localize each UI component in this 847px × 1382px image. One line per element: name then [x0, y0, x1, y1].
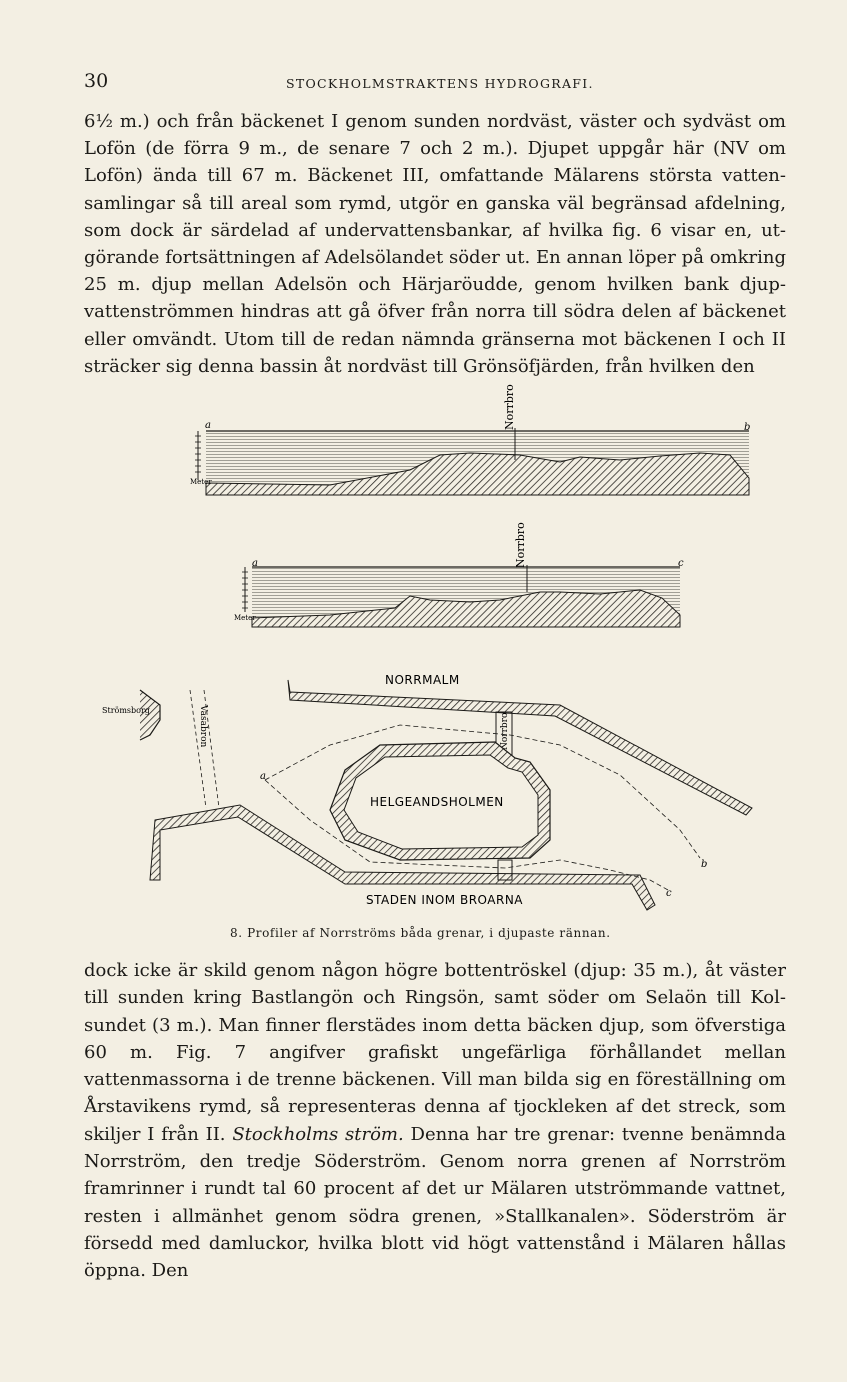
- profile-2-label-c: c: [678, 558, 684, 569]
- norrbro-label: Norrbro: [500, 712, 510, 750]
- profile-2-norrbro-label: Norrbro: [514, 522, 527, 568]
- helgeandsholmen-label: HELGEANDSHOLMEN: [370, 795, 504, 809]
- norrmalm-label: NORRMALM: [385, 673, 460, 687]
- paragraph-bottom: [84, 957, 786, 1285]
- stromsborg-islet: [140, 690, 160, 740]
- map-label-c: c: [666, 888, 672, 899]
- profile-1-scale-label: Meter: [190, 478, 212, 486]
- map-label-b: b: [701, 859, 708, 870]
- map: [102, 673, 752, 910]
- vasabron-label: Vasabron: [198, 705, 208, 748]
- paragraph-bottom-part-1: dock icke är skild genom någon högre bottentröskel (djup: 35 m.), åt väster till sunden kring Bastlangön och Ringsön, samt söder om Selaön till Kolsundet (3 m.). Man finner flerstädes inom detta bäcken djup, som öfverstiga 60 m. Fig. 7 angifver grafiskt ungefärliga förhållandet mellan vattenmassorna i de trenne bäckenen. Vill man bilda sig en föreställning om Årstavikens rymd, så representeras denna af tjockleken af det streck, som skiljer I från II.: [84, 960, 786, 1145]
- figure-caption: 8. Profiler af Norrströms båda grenar, i djupaste rännan.: [230, 926, 611, 940]
- running-title: STOCKHOLMSTRAKTENS HYDROGRAFI.: [286, 76, 594, 91]
- profile-2: [234, 522, 684, 627]
- profile-1-norrbro-label: Norrbro: [503, 384, 516, 430]
- profile-1-label-b: b: [744, 422, 751, 433]
- staden-label: STADEN INOM BROARNA: [366, 893, 524, 907]
- profile-1: [190, 384, 750, 495]
- map-label-a: a: [260, 771, 266, 782]
- paragraph-bottom-part-2: Denna har tre grenar: tvenne benämnda Norrström, den tredje Söderström. Genom norra grenen af Norrström framrinner i rundt tal 60 procent af det ur Mälaren utströmmande vattnet, resten i allmänhet genom södra grenen, »Stallkanalen». Söderström är försedd med damluckor, hvilka blott vid högt vattenstånd i Mälaren hållas öppna. Den: [84, 1123, 786, 1282]
- paragraph-top: 6½ m.) och från bäckenet I genom sunden nordväst, väster och sydväst om Lofön (de förra 9 m., de senare 7 och 2 m.). Djupet uppgår här (NV om Lofön) ända till 67 m. Bäckenet III, omfattande Mälarens största vattensamlingar så till areal som rymd, utgör en ganska väl begränsad afdelning, som dock är särdelad af undervattensbankar, af hvilka fig. 6 visar en, utgörande fortsättningen af Adelsölandet söder ut. En annan löper på omkring 25 m. djup mellan Adelsön och Härjaröudde, genom hvilken bank djupvattenströmmen hindras att gå öfver från norra till södra delen af bäckenet eller omvändt. Utom till de redan nämnda gränserna mot bäckenen I och II sträcker sig denna bassin åt nordväst till Grönsöfjärden, från hvilken den: [84, 111, 786, 377]
- profile-2-scale-label: Meter: [234, 614, 256, 622]
- stromsborg-label: Strömsborg: [102, 706, 150, 715]
- profile-1-label-a: a: [205, 420, 211, 431]
- section-title-stockholms-strom: Stockholms ström.: [232, 1123, 404, 1145]
- page-number: 30: [84, 70, 109, 92]
- profile-2-label-a: a: [252, 558, 258, 569]
